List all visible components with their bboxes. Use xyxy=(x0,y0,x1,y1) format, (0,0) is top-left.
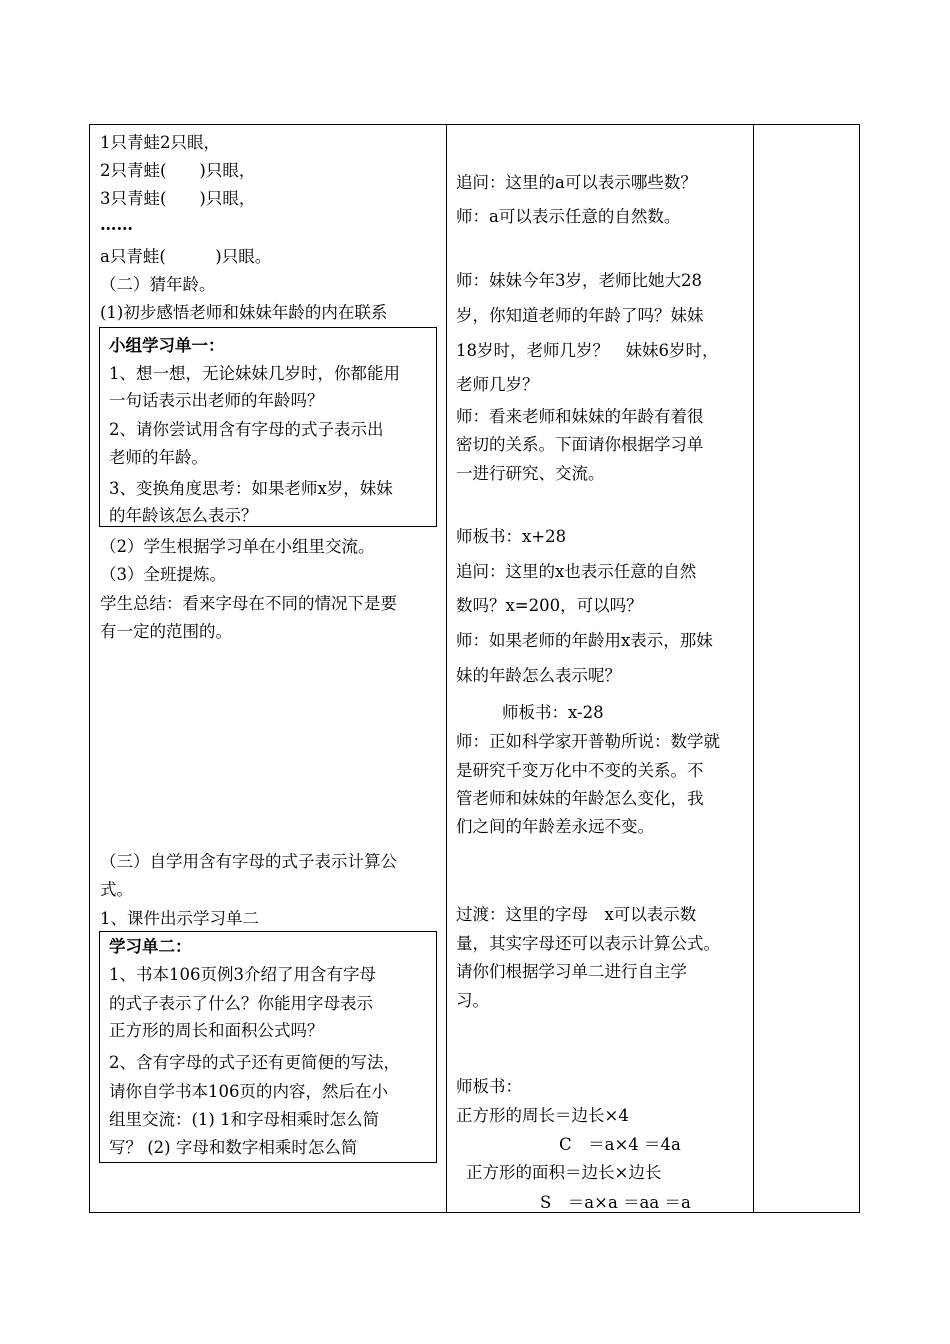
frog-line-ellipsis: …… xyxy=(100,215,133,234)
left-column xyxy=(90,125,446,1212)
teacher-line: 师：正如科学家开普勒所说：数学就 xyxy=(456,732,720,751)
worksheet1-box xyxy=(99,327,437,527)
board-line: 师板书： xyxy=(456,1077,522,1096)
summary-line: 学生总结：看来字母在不同的情况下是要 xyxy=(100,594,397,613)
teacher-line: 追问：这里的x也表示任意的自然 xyxy=(456,562,697,581)
teacher-line: 量，其实字母还可以表示计算公式。 xyxy=(456,934,720,953)
step2-text: （2）学生根据学习单在小组里交流。 xyxy=(100,537,375,556)
teacher-line: 老师几岁？ xyxy=(456,375,539,394)
right-column xyxy=(754,125,859,1212)
worksheet2-line: 的式子表示了什么？你能用字母表示 xyxy=(109,994,373,1013)
teacher-line: 师：妹妹今年3岁，老师比她大28 xyxy=(456,271,702,290)
middle-column xyxy=(447,125,753,1212)
frog-line: 3只青蛙( )只眼， xyxy=(100,189,256,208)
teacher-line: 追问：这里的a可以表示哪些数？ xyxy=(456,173,697,192)
self-study-line: 式。 xyxy=(100,880,133,899)
frog-line: a只青蛙( )只眼。 xyxy=(100,247,272,266)
courseware-line: 1、课件出示学习单二 xyxy=(100,909,259,928)
teacher-line: 过渡：这里的字母 x可以表示数 xyxy=(456,905,697,924)
summary-line: 有一定的范围的。 xyxy=(100,622,232,641)
board-line: 师板书：x-28 xyxy=(502,703,604,722)
worksheet2-line: 正方形的周长和面积公式吗？ xyxy=(109,1021,324,1040)
worksheet2-line: 1、书本106页例3介绍了用含有字母 xyxy=(109,965,376,984)
teacher-line: 们之间的年龄差永远不变。 xyxy=(456,817,654,836)
self-study-line: （三）自学用含有字母的式子表示计算公 xyxy=(100,852,397,871)
teacher-line: 是研究千变万化中不变的关系。不 xyxy=(456,761,704,780)
step3-text: （3）全班提炼。 xyxy=(100,565,226,584)
formula-line: 正方形的周长＝边长×4 xyxy=(456,1106,629,1125)
formula-line: 正方形的面积＝边长×边长 xyxy=(466,1163,662,1182)
worksheet2-line: 2、含有字母的式子还有更简便的写法， xyxy=(109,1053,400,1072)
teacher-line: 妹的年龄怎么表示呢？ xyxy=(456,666,621,685)
worksheet1-line: 2、请你尝试用含有字母的式子表示出 xyxy=(109,420,384,439)
step1-text: (1)初步感悟老师和妹妹年龄的内在联系 xyxy=(100,303,388,322)
teacher-line: 岁，你知道老师的年龄了吗？妹妹 xyxy=(456,306,704,325)
teacher-line: 师：看来老师和妹妹的年龄有着很 xyxy=(456,407,704,426)
teacher-line: 师：如果老师的年龄用x表示，那妹 xyxy=(456,631,713,650)
worksheet1-title: 小组学习单一： xyxy=(109,336,225,355)
worksheet1-line: 3、变换角度思考：如果老师x岁，妹妹 xyxy=(109,479,393,498)
worksheet1-line: 的年龄该怎么表示？ xyxy=(109,506,258,525)
formula-line: S ＝a×a ＝aa ＝a xyxy=(540,1193,691,1212)
teacher-line: 一进行研究、交流。 xyxy=(456,464,605,483)
frog-line: 2只青蛙( )只眼， xyxy=(100,161,256,180)
teacher-line: 习。 xyxy=(456,991,489,1010)
worksheet2-line: 组里交流：(1) 1和字母相乘时怎么简 xyxy=(109,1110,380,1129)
board-line: 师板书：x+28 xyxy=(456,527,567,546)
worksheet1-line: 老师的年龄。 xyxy=(109,448,208,467)
teacher-line: 数吗？x=200，可以吗？ xyxy=(456,596,643,615)
worksheet2-line: 请你自学书本106页的内容，然后在小 xyxy=(109,1082,388,1101)
teacher-line: 师：a可以表示任意的自然数。 xyxy=(456,207,681,226)
lesson-plan-table xyxy=(89,124,860,1213)
worksheet2-box xyxy=(99,931,437,1163)
teacher-line: 18岁时，老师几岁？ 妹妹6岁时， xyxy=(456,341,719,360)
frog-line: 1只青蛙2只眼， xyxy=(100,133,220,152)
worksheet2-title: 学习单二： xyxy=(109,937,192,956)
formula-line: C ＝a×4 ＝4a xyxy=(559,1135,681,1154)
worksheet2-line: 写？ (2) 字母和数字相乘时怎么简 xyxy=(109,1138,358,1157)
guess-age-heading: （二）猜年龄。 xyxy=(100,275,216,294)
worksheet1-line: 一句话表示出老师的年龄吗？ xyxy=(109,391,324,410)
teacher-line: 请你们根据学习单二进行自主学 xyxy=(456,962,687,981)
teacher-line: 管老师和妹妹的年龄怎么变化，我 xyxy=(456,789,704,808)
worksheet1-line: 1、想一想，无论妹妹几岁时，你都能用 xyxy=(109,364,400,383)
teacher-line: 密切的关系。下面请你根据学习单 xyxy=(456,435,704,454)
